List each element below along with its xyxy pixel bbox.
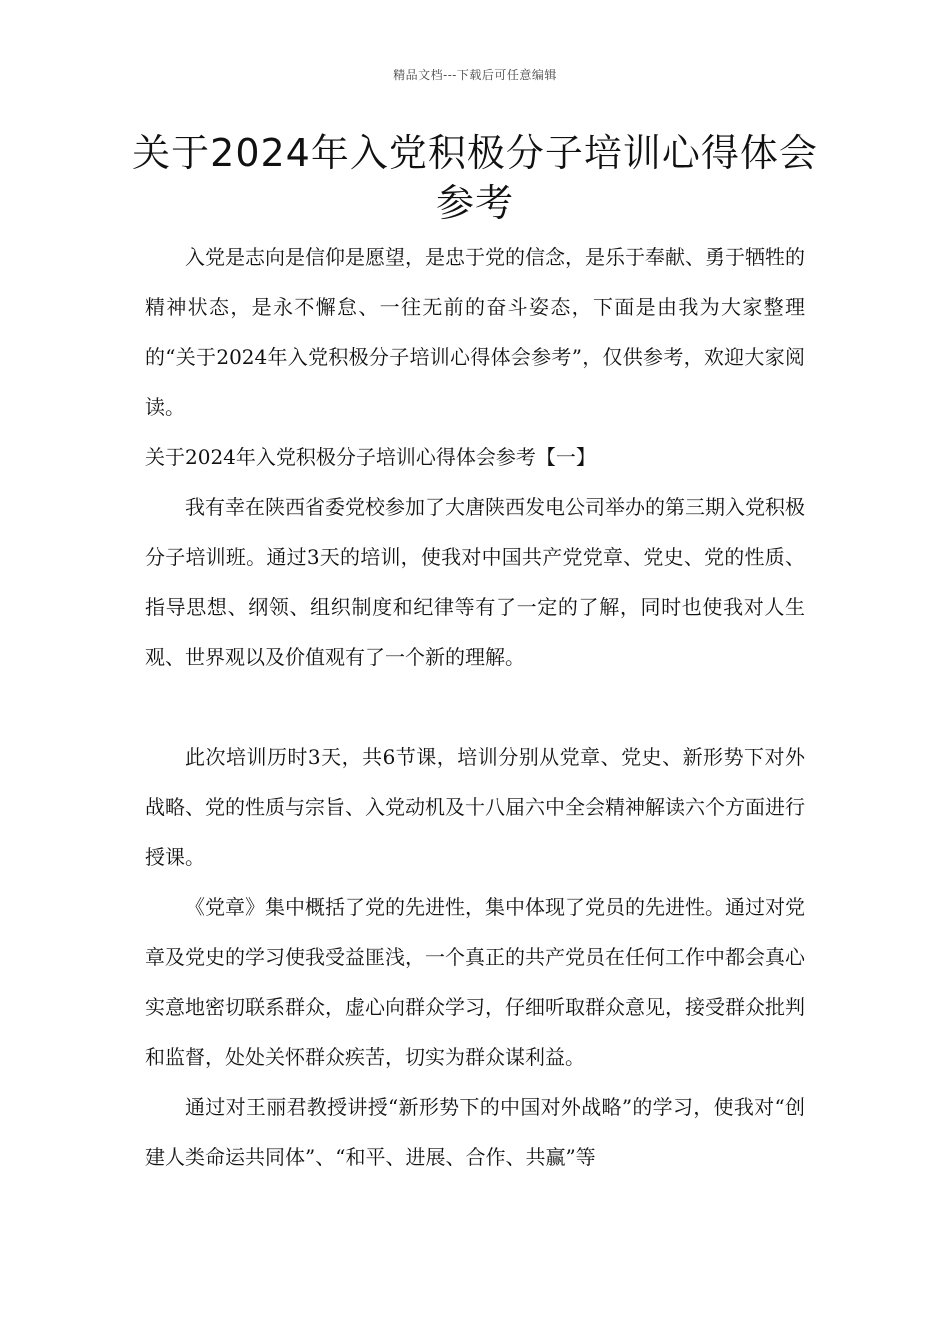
document-body <box>145 232 805 1182</box>
intro-paragraph: 入党是志向是信仰是愿望，是忠于党的信念，是乐于奉献、勇于牺牲的精神状态，是永不懈怠、一往无前的奋斗姿态，下面是由我为大家整理的“关于2024年入党积极分子培训心得体会参考”，仅供参考，欢迎大家阅读。 <box>145 245 805 419</box>
body-paragraph-4: 通过对王丽君教授讲授“新形势下的中国对外战略”的学习，使我对“创建人类命运共同体”、“和平、进展、合作、共赢”等 <box>145 1095 805 1169</box>
body-paragraph-2: 此次培训历时3天，共6节课，培训分别从党章、党史、新形势下对外战略、党的性质与宗旨、入党动机及十八届六中全会精神解读六个方面进行授课。 <box>145 745 805 869</box>
body-paragraph-3: 《党章》集中概括了党的先进性，集中体现了党员的先进性。通过对党章及党史的学习使我受益匪浅，一个真正的共产党员在任何工作中都会真心实意地密切联系群众，虚心向群众学习，仔细听取群众意见，接受群众批判和监督，处处关怀群众疾苦，切实为群众谋利益。 <box>145 895 805 1069</box>
section-heading: 关于2024年入党积极分子培训心得体会参考【一】 <box>145 445 596 469</box>
body-paragraph-1: 我有幸在陕西省委党校参加了大唐陕西发电公司举办的第三期入党积极分子培训班。通过3天的培训，使我对中国共产党党章、党史、党的性质、指导思想、纲领、组织制度和纪律等有了一定的了解，同时也使我对人生观、世界观以及价值观有了一个新的理解。 <box>145 495 805 669</box>
paragraph-spacer <box>145 682 805 732</box>
header-note: 精品文档---下载后可任意编辑 <box>393 68 557 82</box>
page-title: 关于2024年入党积极分子培训心得体会参考 <box>132 131 818 225</box>
